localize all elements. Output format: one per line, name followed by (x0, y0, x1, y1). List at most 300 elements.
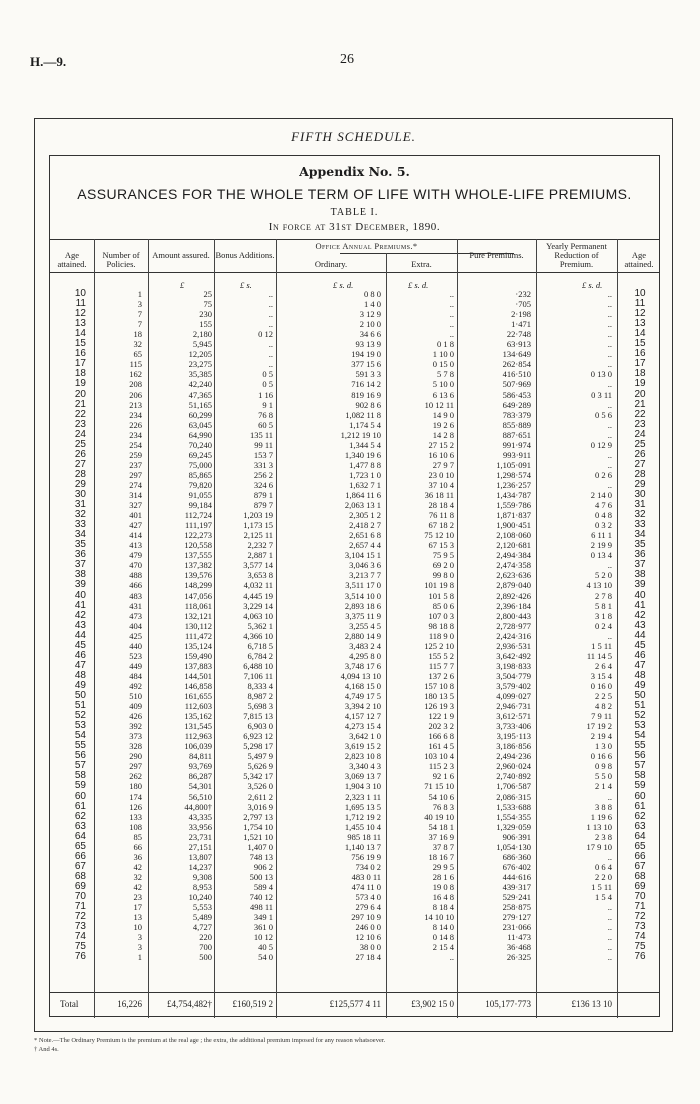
cell-ordinary: 3,375 11 9 (345, 610, 381, 621)
cell-amount: 120,558 (184, 540, 212, 551)
cell-pure: 2,946·731 (496, 701, 531, 712)
cell-age: 43 (74, 619, 86, 631)
cell-age: 51 (74, 700, 86, 712)
cell-extra: 76 11 8 (428, 510, 454, 521)
cell-reduction: 0 6 4 (595, 861, 612, 872)
cell-age-right: 20 (634, 388, 646, 400)
cell-amount: 47,365 (188, 389, 212, 400)
cell-extra: 166 6 8 (428, 731, 454, 742)
cell-age: 13 (74, 318, 86, 330)
cell-amount: 85,865 (188, 469, 212, 480)
cell-policies: 1 (137, 289, 142, 299)
cell-reduction: 0 12 9 (590, 439, 612, 450)
cell-age: 38 (74, 569, 86, 581)
cell-ordinary: 3,483 2 4 (349, 640, 381, 651)
cell-ordinary: 1,344 5 4 (349, 439, 381, 450)
cell-bonus: 7,106 11 (243, 670, 273, 681)
cell-extra: 10 12 11 (424, 399, 454, 410)
cell-age-right: 26 (634, 448, 646, 460)
cell-age: 40 (74, 589, 86, 601)
cell-reduction: 0 2 4 (595, 620, 612, 631)
cell-amount: 12,205 (188, 349, 212, 360)
cell-ordinary: 591 3 3 (355, 369, 381, 380)
cell-policies: 297 (129, 469, 142, 480)
cell-extra: 54 18 1 (428, 821, 454, 832)
header-age-attained: Age attained. (57, 250, 87, 269)
cell-amount: 137,555 (184, 550, 212, 561)
cell-bonus: 498 11 (249, 902, 273, 913)
cell-ordinary: 3,340 4 3 (349, 761, 381, 772)
cell-ordinary: 1,864 11 6 (345, 490, 381, 500)
cell-age: 17 (74, 358, 86, 370)
cell-age-right: 19 (634, 378, 646, 390)
cell-policies: 414 (129, 530, 142, 541)
cell-amount: 111,197 (185, 520, 212, 531)
in-force-date: In force at 31st December, 1890. (268, 221, 441, 233)
cell-amount: 155 (199, 319, 212, 330)
cell-amount: 60,299 (188, 409, 212, 420)
cell-amount: 86,287 (188, 771, 212, 782)
cell-pure: 2,740·892 (496, 771, 531, 782)
cell-pure: 2,892·426 (496, 590, 531, 601)
cell-pure: 2,879·040 (496, 580, 531, 591)
cell-bonus: 54 0 (258, 952, 273, 963)
cell-age-right: 44 (634, 629, 646, 641)
cell-policies: 409 (129, 701, 142, 712)
cell-extra: .. (449, 319, 454, 330)
cell-extra: 101 5 8 (428, 590, 454, 601)
column-divider (276, 239, 277, 1018)
cell-age: 58 (74, 770, 86, 782)
cell-age: 28 (74, 468, 86, 480)
cell-pure: 26·325 (506, 952, 531, 963)
cell-reduction: 4 8 2 (595, 701, 612, 712)
cell-extra: 67 15 3 (428, 540, 454, 551)
cell-reduction: .. (607, 479, 612, 490)
cell-policies: 404 (129, 620, 142, 631)
cell-reduction: 1 5 11 (591, 881, 612, 892)
cell-age: 23 (74, 418, 86, 430)
cell-amount: 144,501 (184, 670, 212, 681)
cell-bonus: 6,903 0 (247, 721, 273, 732)
cell-extra: 5 10 0 (432, 379, 454, 390)
cell-age-right: 10 (634, 288, 646, 299)
column-divider (94, 239, 95, 1018)
cell-ordinary: 1,140 13 7 (344, 841, 381, 852)
cell-age: 39 (74, 579, 86, 591)
cell-policies: 484 (129, 670, 142, 681)
cell-policies: 440 (129, 640, 142, 651)
cell-pure: 2,494·384 (496, 550, 531, 561)
cell-ordinary: 902 8 6 (355, 399, 381, 410)
cell-ordinary: 93 13 9 (355, 339, 381, 350)
cell-age-right: 60 (634, 790, 646, 802)
cell-pure: 783·379 (502, 409, 531, 420)
cell-age: 18 (74, 368, 86, 380)
cell-bonus: 7,815 13 (243, 711, 273, 722)
cell-age: 75 (74, 941, 86, 953)
cell-extra: 14 2 8 (432, 429, 454, 440)
cell-bonus: 3,016 9 (247, 801, 273, 812)
cell-age-right: 13 (634, 318, 646, 330)
cell-amount: 2,180 (192, 329, 212, 340)
cell-amount: 9,308 (192, 871, 212, 882)
cell-pure: 1,329·059 (496, 821, 531, 832)
cell-pure: 1,533·688 (496, 801, 531, 812)
cell-ordinary: 985 18 11 (347, 831, 381, 842)
cell-reduction: 11 14 5 (586, 650, 612, 661)
cell-bonus: 8,987 2 (247, 691, 273, 701)
cell-age: 30 (74, 489, 86, 500)
cell-policies: 510 (129, 691, 142, 701)
cell-reduction: .. (607, 419, 612, 430)
cell-extra: 19 2 6 (432, 419, 454, 430)
cell-pure: 11·473 (507, 932, 531, 943)
cell-ordinary: 4,749 17 5 (344, 691, 381, 701)
cell-policies: 32 (133, 339, 142, 350)
cell-pure: 686·360 (502, 851, 531, 862)
cell-age: 49 (74, 679, 86, 691)
cell-amount: 112,724 (184, 510, 212, 521)
cell-extra: 36 18 11 (424, 490, 454, 500)
cell-policies: 488 (129, 570, 142, 581)
cell-ordinary: 2,063 13 1 (344, 500, 381, 511)
cell-reduction: .. (607, 902, 612, 913)
cell-extra: 115 2 3 (428, 761, 454, 772)
cell-reduction: .. (607, 791, 612, 802)
cell-age-right: 74 (634, 931, 646, 943)
cell-policies: 42 (133, 881, 142, 892)
cell-amount: 159,490 (184, 650, 212, 661)
cell-amount: 131,545 (184, 721, 212, 732)
cell-reduction: 3 8 8 (595, 801, 612, 812)
cell-bonus: .. (268, 299, 273, 310)
cell-pure: 2,396·184 (496, 600, 531, 611)
cell-age: 74 (74, 931, 86, 943)
cell-policies: 234 (129, 409, 142, 420)
cell-extra: 37 16 9 (428, 831, 454, 842)
cell-extra: 202 3 2 (428, 721, 454, 732)
cell-bonus: 256 2 (253, 469, 273, 480)
cell-policies: 23 (133, 892, 142, 902)
cell-bonus: 589 4 (253, 881, 273, 892)
cell-pure: 63·913 (506, 339, 531, 350)
cell-policies: 174 (129, 791, 142, 802)
cell-reduction: .. (607, 319, 612, 330)
cell-policies: 206 (129, 389, 142, 400)
cell-ordinary: 3,046 3 6 (349, 560, 381, 571)
footnote-amount: † And 4s. (34, 1046, 59, 1053)
cell-reduction: .. (607, 329, 612, 340)
cell-policies: 473 (129, 610, 142, 621)
cell-age: 42 (74, 609, 86, 621)
cell-policies: 290 (129, 751, 142, 762)
cell-reduction: 1 5 11 (591, 640, 612, 651)
cell-pure: 2,936·531 (496, 640, 531, 651)
column-divider (457, 239, 458, 1018)
cell-ordinary: 194 19 0 (351, 349, 381, 360)
cell-ordinary: 0 8 0 (364, 289, 381, 299)
cell-pure: 3,733·406 (496, 721, 531, 732)
cell-bonus: 5,698 3 (247, 701, 273, 712)
cell-amount: 23,731 (188, 831, 212, 842)
cell-age-right: 47 (634, 659, 646, 671)
cell-ordinary: 1,695 13 5 (344, 801, 381, 812)
cell-amount: 5,553 (192, 902, 212, 913)
cell-bonus: 6,488 10 (243, 660, 273, 671)
cell-reduction: 4 13 10 (586, 580, 612, 591)
cell-ordinary: 3,511 17 0 (345, 580, 381, 591)
cell-bonus: 740 12 (249, 892, 273, 902)
cell-age: 72 (74, 911, 86, 923)
cell-amount: 43,335 (188, 811, 212, 822)
cell-reduction: .. (607, 630, 612, 641)
cell-bonus: 1,203 19 (243, 510, 273, 521)
header-bottom-rule (50, 272, 659, 273)
cell-amount: 5,945 (192, 339, 212, 350)
cell-policies: 7 (137, 319, 142, 330)
cell-policies: 226 (129, 419, 142, 430)
cell-age-right: 64 (634, 830, 646, 842)
cell-pure: 1,706·587 (496, 781, 531, 792)
cell-policies: 427 (129, 520, 142, 531)
cell-age-right: 45 (634, 639, 646, 651)
cell-ordinary: 1,212 19 10 (340, 429, 381, 440)
cell-bonus: 0 5 (262, 369, 273, 380)
cell-policies: 274 (129, 479, 142, 490)
appendix-heading: Appendix No. 5. (299, 164, 410, 179)
cell-extra: 37 8 7 (432, 841, 454, 852)
cell-extra: .. (449, 309, 454, 320)
cell-age-right: 70 (634, 891, 646, 902)
cell-ordinary: 474 11 0 (351, 881, 381, 892)
cell-policies: 392 (129, 721, 142, 732)
cell-bonus: 3,653 8 (247, 570, 273, 581)
cell-reduction: 0 3 2 (595, 520, 612, 531)
cell-ordinary: 2,651 6 8 (349, 530, 381, 541)
cell-policies: 85 (133, 831, 142, 842)
cell-amount: 161,655 (184, 691, 212, 701)
cell-reduction: 0 16 0 (590, 680, 612, 691)
cell-policies: 449 (129, 660, 142, 671)
cell-age-right: 58 (634, 770, 646, 782)
column-divider (148, 239, 149, 1018)
cell-age: 32 (74, 509, 86, 521)
cell-age: 66 (74, 850, 86, 862)
cell-ordinary: 716 14 2 (351, 379, 381, 390)
cell-policies: 208 (129, 379, 142, 390)
cell-age: 65 (74, 840, 86, 852)
cell-bonus: 4,445 19 (243, 590, 273, 601)
cell-age: 37 (74, 559, 86, 571)
cell-policies: 328 (129, 741, 142, 752)
cell-reduction: 17 9 10 (586, 841, 612, 852)
cell-bonus: 6,718 5 (247, 640, 273, 651)
cell-pure: 529·241 (502, 892, 531, 902)
cell-age: 34 (74, 529, 86, 541)
cell-amount: 112,603 (184, 701, 212, 712)
cell-policies: 126 (129, 801, 142, 812)
cell-amount: 111,472 (185, 630, 212, 641)
cell-age: 55 (74, 740, 86, 752)
cell-bonus: 9 1 (262, 399, 273, 410)
cell-amount: 35,385 (188, 369, 212, 380)
cell-age: 25 (74, 438, 86, 450)
cell-age-right: 59 (634, 780, 646, 792)
cell-policies: 18 (133, 329, 142, 340)
cell-bonus: 3,577 14 (243, 560, 273, 571)
cell-pure: 279·127 (502, 912, 531, 923)
cell-amount: 42,240 (188, 379, 212, 390)
cell-age-right: 39 (634, 579, 646, 591)
header-amount-assured: Amount assured. (152, 250, 210, 260)
cell-age: 33 (74, 519, 86, 531)
cell-age-right: 32 (634, 509, 646, 521)
cell-ordinary: 3,619 15 2 (344, 741, 381, 752)
cell-reduction: .. (607, 459, 612, 470)
cell-extra: 27 15 2 (428, 439, 454, 450)
cell-reduction: .. (607, 922, 612, 933)
cell-extra: 76 8 3 (432, 801, 454, 812)
cell-amount: 99,184 (188, 500, 212, 511)
cell-age: 31 (74, 499, 86, 511)
cell-amount: 51,165 (188, 399, 212, 410)
cell-ordinary: 1,904 3 10 (344, 781, 381, 792)
cell-bonus: 40 5 (258, 942, 273, 953)
cell-bonus: 76 8 (258, 409, 273, 420)
cell-age: 60 (74, 790, 86, 802)
cell-reduction: .. (607, 449, 612, 460)
cell-age-right: 23 (634, 418, 646, 430)
cell-extra: 14 9 0 (432, 409, 454, 420)
cell-bonus: .. (268, 289, 273, 299)
cell-extra: 157 10 8 (424, 680, 454, 691)
cell-amount: 25 (203, 289, 212, 299)
cell-age: 70 (74, 891, 86, 902)
cell-age-right: 48 (634, 669, 646, 681)
cell-age: 36 (74, 549, 86, 561)
cell-ordinary: 1,712 19 2 (344, 811, 381, 822)
cell-amount: 10,240 (188, 892, 212, 902)
cell-pure: 1,900·451 (496, 520, 531, 531)
cell-bonus: 1 16 (258, 389, 273, 400)
cell-pure: 2,800·443 (496, 610, 531, 621)
cell-reduction: 1 5 4 (595, 892, 612, 902)
cell-amount: 130,112 (184, 620, 212, 631)
cell-age: 52 (74, 710, 86, 722)
cell-pure: 887·651 (502, 429, 531, 440)
cell-ordinary: 1,082 11 8 (345, 409, 381, 420)
cell-policies: 3 (137, 299, 142, 310)
cell-age-right: 65 (634, 840, 646, 852)
schedule-title: FIFTH SCHEDULE. (291, 129, 416, 144)
total-pure: 105,177·773 (485, 999, 531, 1009)
cell-amount: 56,510 (188, 791, 212, 802)
footnote-ordinary-premium: * Note.—The Ordinary Premium is the premium at the real age ; the extra, the additional premium imposed for any reason whatsoever. (34, 1037, 386, 1044)
cell-reduction: .. (607, 851, 612, 862)
cell-extra: 14 10 10 (424, 912, 454, 923)
cell-age-right: 17 (634, 358, 646, 370)
cell-ordinary: 2,823 10 8 (344, 751, 381, 762)
cell-policies: 426 (129, 711, 142, 722)
cell-age-right: 30 (634, 489, 646, 500)
cell-reduction: 0 2 6 (595, 469, 612, 480)
cell-reduction: 1 13 10 (586, 821, 612, 832)
cell-policies: 162 (129, 369, 142, 380)
cell-reduction: 0 5 6 (595, 409, 612, 420)
cell-age-right: 37 (634, 559, 646, 571)
cell-extra: 75 12 10 (424, 530, 454, 541)
cell-reduction: 3 15 4 (590, 670, 612, 681)
cell-extra: 103 10 4 (424, 751, 454, 762)
cell-extra: 5 7 8 (437, 369, 454, 380)
cell-pure: 991·974 (502, 439, 531, 450)
cell-amount: 44,800† (184, 801, 212, 812)
cell-reduction: 17 19 2 (586, 721, 612, 732)
cell-pure: 1,105·091 (496, 459, 531, 470)
cell-bonus: 1,521 10 (243, 831, 273, 842)
unit-amount: £ (180, 280, 185, 290)
cell-bonus: 5,626 9 (247, 761, 273, 772)
column-divider (536, 239, 537, 1018)
cell-reduction: 2 19 9 (590, 540, 612, 551)
cell-age-right: 14 (634, 328, 646, 340)
cell-reduction: 2 14 0 (590, 490, 612, 500)
cell-bonus: 748 13 (249, 851, 273, 862)
cell-ordinary: 3,104 15 1 (344, 550, 381, 561)
unit-bonus: £ s. (240, 280, 252, 290)
cell-extra: 71 15 10 (424, 781, 454, 792)
cell-policies: 108 (129, 821, 142, 832)
cell-amount: 5,489 (192, 912, 212, 923)
cell-ordinary: 734 0 2 (355, 861, 381, 872)
cell-amount: 27,151 (188, 841, 212, 852)
cell-age: 35 (74, 539, 86, 551)
cell-reduction: .. (607, 560, 612, 571)
cell-extra: 18 16 7 (428, 851, 454, 862)
cell-amount: 70,240 (188, 439, 212, 450)
cell-ordinary: 2 10 0 (359, 319, 381, 330)
page-number: 26 (340, 52, 354, 67)
unit-extra: £ s. d. (408, 280, 429, 290)
cell-pure: 22·748 (506, 329, 531, 340)
cell-pure: 444·616 (502, 871, 531, 882)
cell-bonus: 153 7 (253, 449, 273, 460)
cell-amount: 146,858 (184, 680, 212, 691)
cell-extra: 0 15 0 (432, 359, 454, 370)
cell-ordinary: 38 0 0 (359, 942, 381, 953)
cell-pure: 2,086·315 (496, 791, 531, 802)
cell-age-right: 11 (634, 298, 646, 310)
cell-bonus: 5,497 9 (247, 751, 273, 762)
cell-amount: 137,382 (184, 560, 212, 571)
cell-age-right: 22 (634, 408, 646, 420)
cell-bonus: 0 5 (262, 379, 273, 390)
cell-age: 56 (74, 750, 86, 762)
cell-reduction: 0 3 11 (591, 389, 612, 400)
cell-amount: 64,990 (188, 429, 212, 440)
cell-extra: 67 18 2 (428, 520, 454, 531)
cell-bonus: 2,232 7 (247, 540, 273, 551)
cell-pure: 1,236·257 (496, 479, 531, 490)
cell-extra: 115 7 7 (428, 660, 454, 671)
cell-extra: 118 9 0 (428, 630, 454, 641)
cell-bonus: .. (268, 319, 273, 330)
cell-ordinary: 297 10 9 (351, 912, 381, 923)
cell-age-right: 54 (634, 730, 646, 742)
cell-ordinary: 1,723 1 0 (349, 469, 381, 480)
cell-age: 10 (74, 288, 86, 299)
